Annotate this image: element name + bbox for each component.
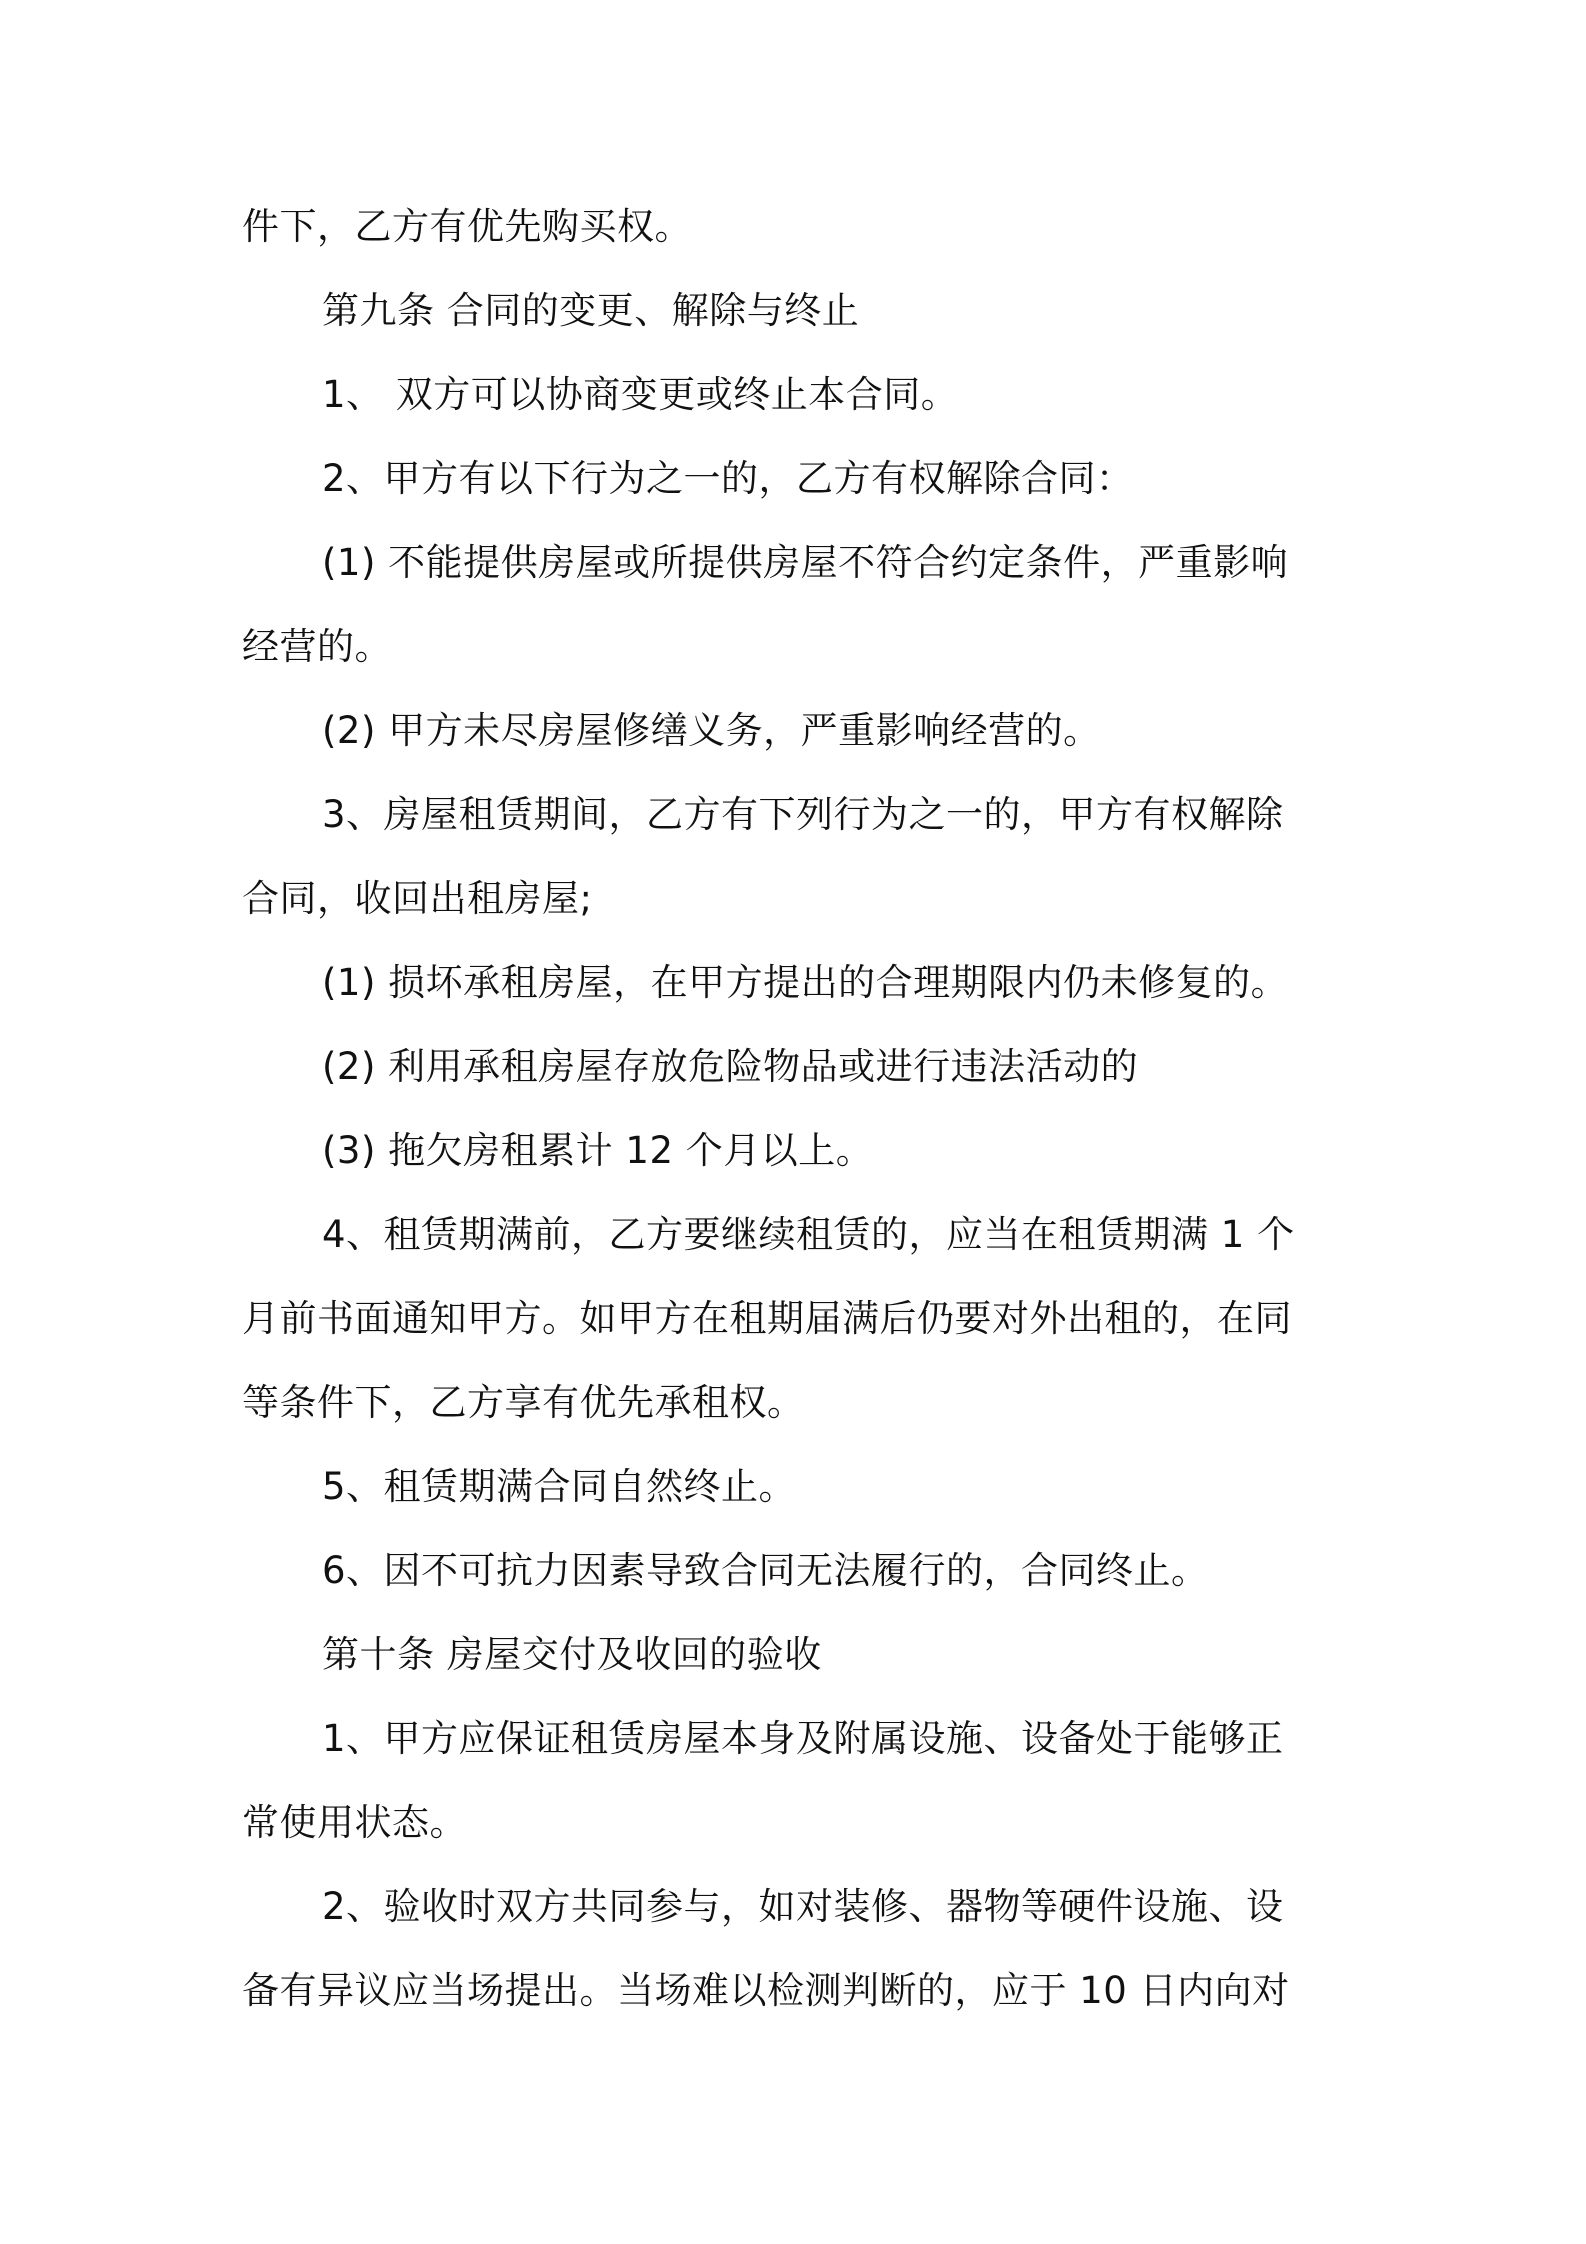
text-line: 月前书面通知甲方。如甲方在租期届满后仍要对外出租的，在同 — [242, 1297, 1292, 1340]
text-line: 3、房屋租赁期间，乙方有下列行为之一的，甲方有权解除 — [322, 793, 1284, 836]
text-line: 备有异议应当场提出。当场难以检测判断的，应于 10 日内向对 — [242, 1969, 1290, 2012]
article-heading: 第十条 房屋交付及收回的验收 — [322, 1633, 822, 1676]
text-line: 1、 双方可以协商变更或终止本合同。 — [322, 373, 959, 416]
text-line: 等条件下，乙方享有优先承租权。 — [242, 1381, 805, 1424]
text-line: 2、验收时双方共同参与，如对装修、器物等硬件设施、设 — [322, 1885, 1284, 1928]
text-line: (2) 甲方未尽房屋修缮义务，严重影响经营的。 — [322, 709, 1101, 752]
text-line: (2) 利用承租房屋存放危险物品或进行违法活动的 — [322, 1045, 1139, 1088]
article-heading: 第九条 合同的变更、解除与终止 — [322, 289, 860, 332]
text-line: 合同，收回出租房屋; — [242, 877, 593, 920]
text-line: 5、租赁期满合同自然终止。 — [322, 1465, 797, 1508]
text-line: 常使用状态。 — [242, 1801, 467, 1844]
text-line: 6、因不可抗力因素导致合同无法履行的，合同终止。 — [322, 1549, 1209, 1592]
text-line: 件下，乙方有优先购买权。 — [242, 205, 692, 248]
text-line: 经营的。 — [242, 625, 392, 668]
text-line: 4、租赁期满前，乙方要继续租赁的，应当在租赁期满 1 个 — [322, 1213, 1295, 1256]
text-line: 2、甲方有以下行为之一的，乙方有权解除合同： — [322, 457, 1134, 500]
text-line: (1) 不能提供房屋或所提供房屋不符合约定条件，严重影响 — [322, 541, 1289, 584]
text-line: (3) 拖欠房租累计 12 个月以上。 — [322, 1129, 874, 1172]
text-line: 1、甲方应保证租赁房屋本身及附属设施、设备处于能够正 — [322, 1717, 1284, 1760]
text-line: (1) 损坏承租房屋，在甲方提出的合理期限内仍未修复的。 — [322, 961, 1289, 1004]
